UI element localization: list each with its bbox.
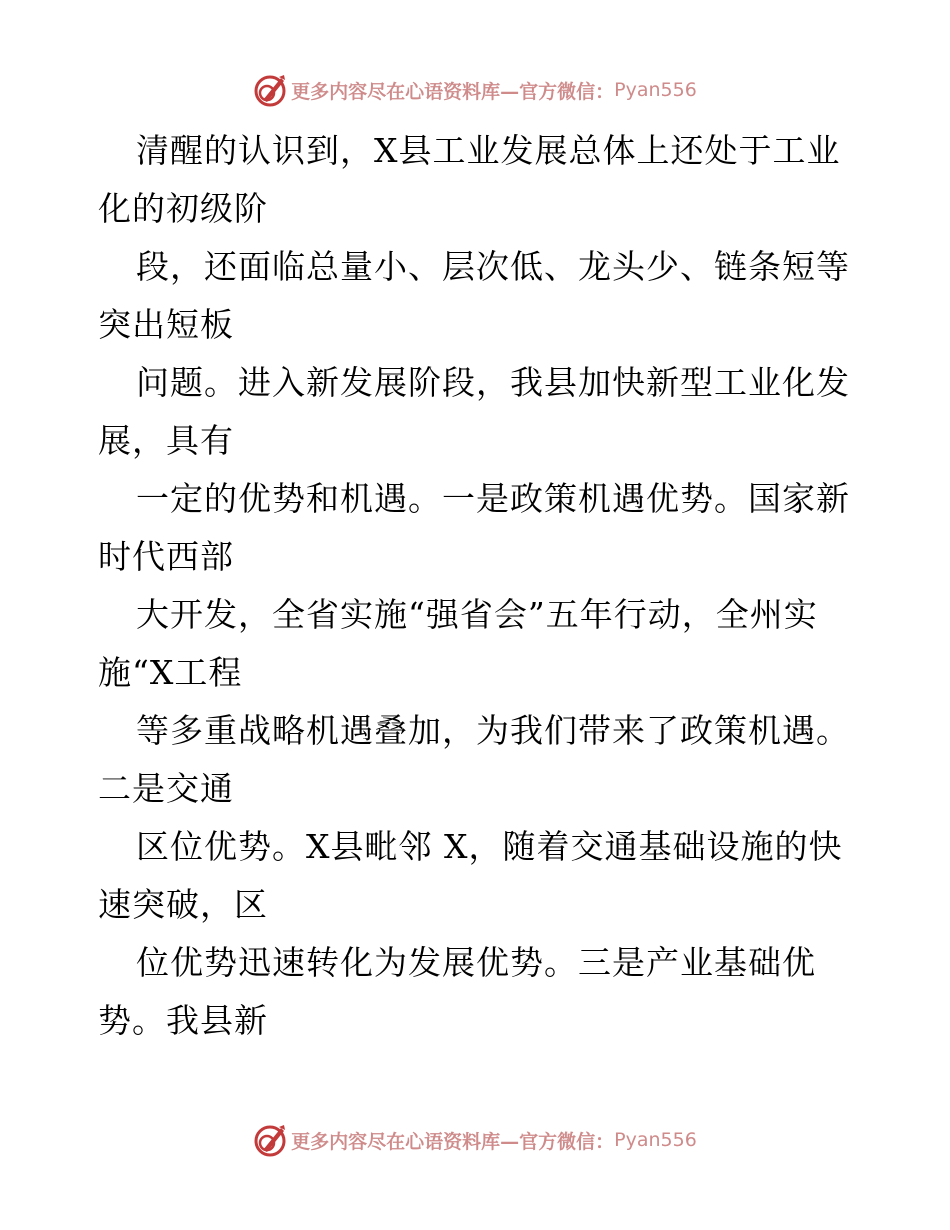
text-line: 段，还面临总量小、层次低、龙头少、链条短等 [136, 247, 850, 286]
watermark-text: 更多内容尽在心语资料库—官方微信： [291, 1130, 615, 1153]
document-body [98, 122, 858, 1050]
text-line: 二是交通 [98, 769, 234, 808]
seal-logo-icon [253, 73, 287, 107]
text-line: 速突破，区 [98, 885, 268, 924]
text-line: 大开发，全省实施“强省会”五年行动，全州实 [136, 595, 818, 634]
text-line: 展，具有 [98, 421, 234, 460]
watermark-wechat-id: Pyan556 [614, 79, 697, 101]
text-line: 区位优势。X县毗邻 X，随着交通基础设施的快 [136, 827, 843, 866]
text-line: 突出短板 [98, 305, 234, 344]
header-watermark [0, 70, 950, 110]
watermark-text: 更多内容尽在心语资料库—官方微信： [291, 80, 615, 103]
text-line: 施“X工程 [98, 653, 243, 692]
seal-logo-icon [253, 1123, 287, 1157]
text-line: 势。我县新 [98, 1001, 268, 1040]
text-line: 问题。进入新发展阶段，我县加快新型工业化发 [136, 363, 850, 402]
text-line: 清醒的认识到，X县工业发展总体上还处于工业 [136, 131, 841, 170]
text-line: 一定的优势和机遇。一是政策机遇优势。国家新 [136, 479, 850, 518]
footer-watermark [0, 1120, 950, 1160]
text-line: 时代西部 [98, 537, 234, 576]
text-line: 等多重战略机遇叠加，为我们带来了政策机遇。 [136, 711, 850, 750]
text-line: 位优势迅速转化为发展优势。三是产业基础优 [136, 943, 816, 982]
watermark-wechat-id: Pyan556 [614, 1129, 697, 1151]
text-line: 化的初级阶 [98, 189, 268, 228]
